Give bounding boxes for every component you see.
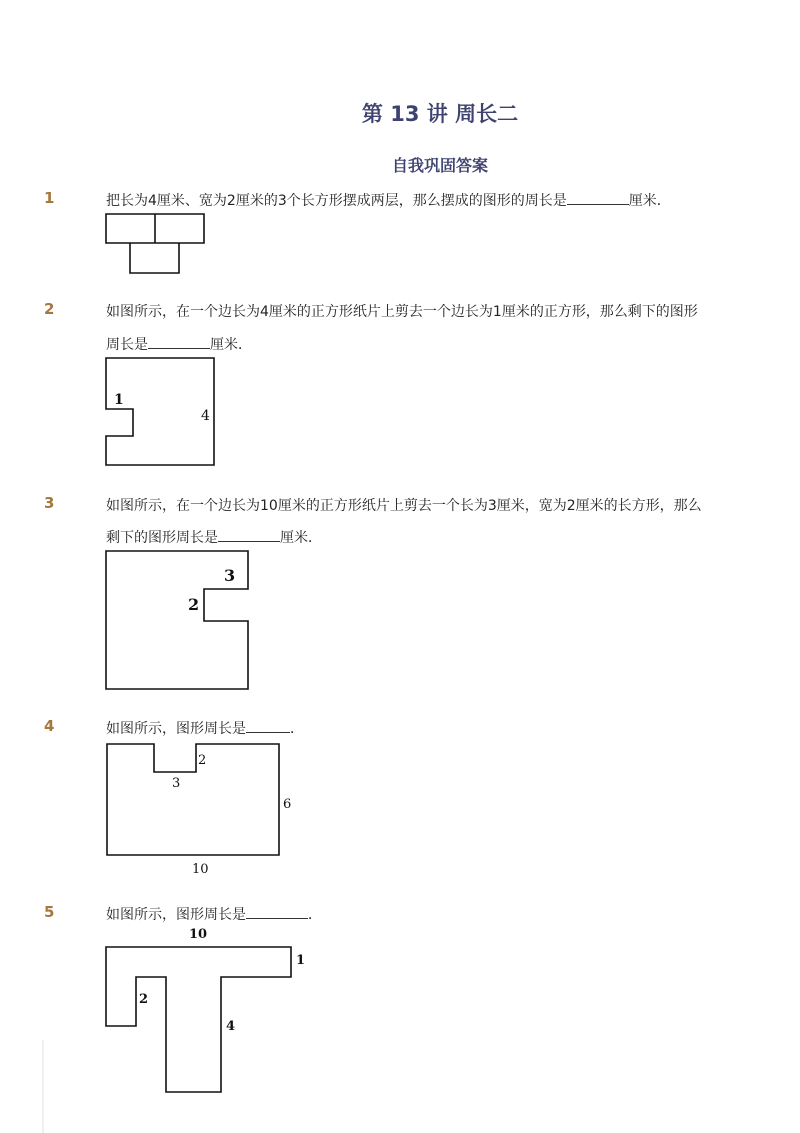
figure-3-label-2: 2 [188,595,200,614]
section-subtitle: 自我巩固答案 [391,156,488,175]
question-text-unit: 厘米． [628,193,671,209]
figure-1-bottom-rect [130,243,179,273]
figure-4-notched-rectangle [107,744,291,877]
figure-2-label-4: 4 [201,408,210,424]
figure-5-outline [106,947,291,1092]
figure-2-label-1: 1 [114,392,124,408]
question-3-line-1: 如图所示，在一个边长为10厘米的正方形纸片上剪去一个长为3厘米，宽为2厘米的长方形，那么 [106,498,702,514]
figure-4-outline [107,744,279,855]
figure-4-label-10: 10 [192,862,209,877]
question-number-3: 3 [44,494,55,512]
figure-1-rectangles [106,214,204,273]
figure-2-notched-square [106,358,214,465]
figure-5-label-4: 4 [226,1019,236,1034]
question-text-unit: ． [308,907,322,923]
question-number-2: 2 [44,300,55,318]
figure-3-notched-square [106,551,248,689]
figure-4-label-3: 3 [172,776,181,791]
page-title: 第 13 讲 周长二 [361,102,519,126]
figure-3-label-3: 3 [224,566,236,585]
question-text: 周长是 [106,337,148,353]
question-2-line-1: 如图所示，在一个边长为4厘米的正方形纸片上剪去一个边长为1厘米的正方形，那么剩下的图形 [106,304,698,320]
figure-4-label-6: 6 [283,797,292,812]
figure-2-outline [106,358,214,465]
question-number-4: 4 [44,717,55,735]
question-text-unit: ． [290,721,304,737]
question-text: 如图所示，图形周长是 [106,721,246,737]
figure-5-label-2: 2 [139,992,149,1007]
question-text-unit: 厘米． [210,337,252,353]
question-text: 剩下的图形周长是 [106,530,218,546]
question-text: 如图所示，图形周长是 [106,907,246,923]
question-number-1: 1 [44,189,55,207]
question-number-5: 5 [44,903,55,921]
figure-4-label-2: 2 [198,753,207,768]
question-text: 把长为4厘米、宽为2厘米的3个长方形摆成两层，那么摆成的图形的周长是 [106,193,567,209]
figure-5-label-1: 1 [296,953,306,968]
figure-5-label-10: 10 [189,927,208,942]
question-text-unit: 厘米． [280,530,322,546]
figure-5-t-shape [106,927,305,1092]
